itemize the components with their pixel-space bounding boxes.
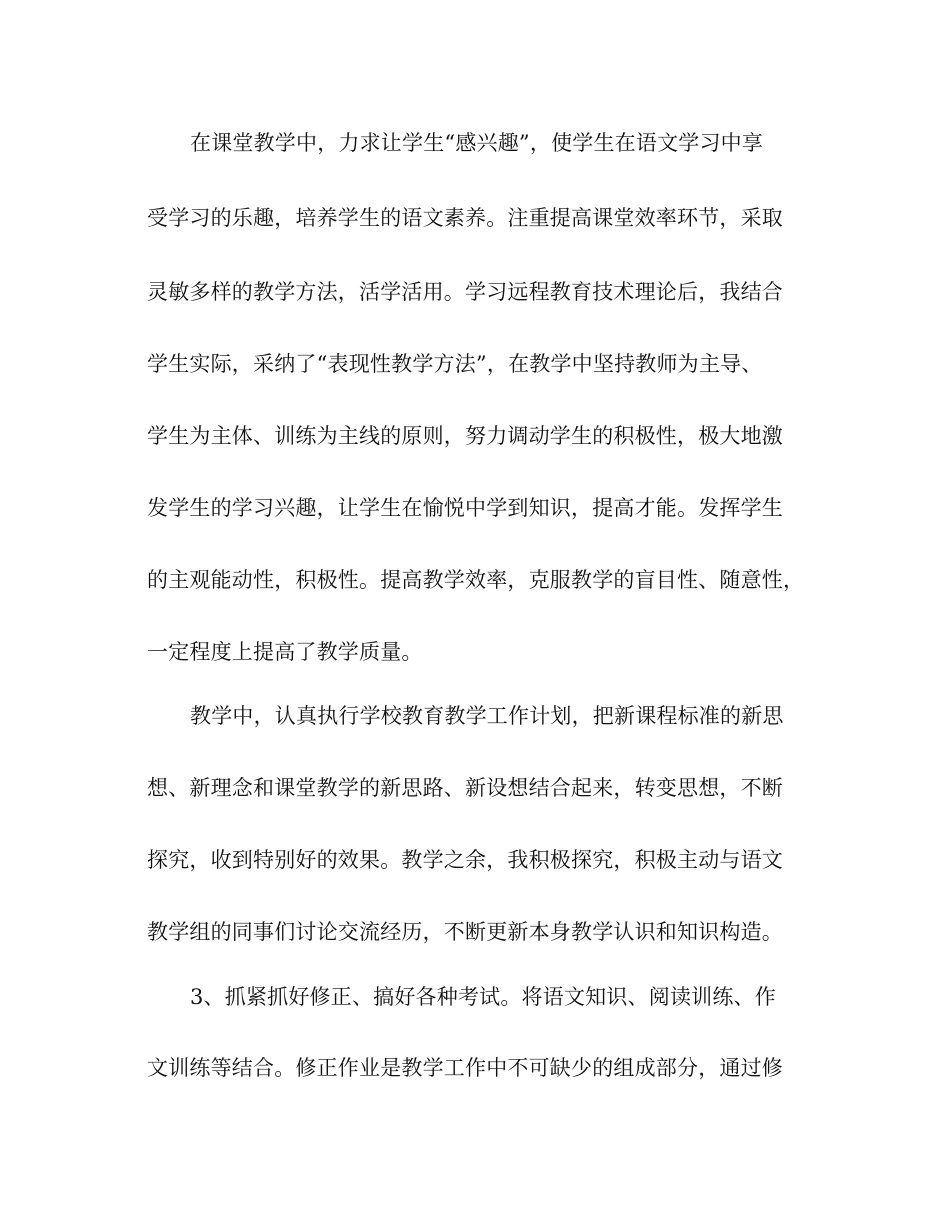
paragraph-2-line-2: 想、新理念和课堂教学的新思路、新设想结合起来，转变思想，不断 [147, 776, 783, 800]
paragraph-1-line-4: 学生实际，采纳了“表现性教学方法”，在教学中坚持教师为主导、 [147, 352, 763, 376]
paragraph-1-line-5: 学生为主体、训练为主线的原则，努力调动学生的积极性，极大地激 [147, 424, 783, 448]
paragraph-2-line-3: 探究，收到特别好的效果。教学之余，我积极探究，积极主动与语文 [147, 848, 783, 872]
paragraph-1-line-7: 的主观能动性，积极性。提高教学效率，克服教学的盲目性、随意性， [147, 568, 805, 592]
paragraph-3-line-1: 3、抓紧抓好修正、搞好各种考试。将语文知识、阅读训练、作 [190, 985, 776, 1009]
paragraph-1-line-3: 灵敏多样的教学方法，活学活用。学习远程教育技术理论后，我结合 [147, 280, 783, 304]
paragraph-3-line-2: 文训练等结合。修正作业是教学工作中不可缺少的组成部分，通过修 [147, 1056, 783, 1080]
paragraph-1-line-8: 一定程度上提高了教学质量。 [147, 640, 423, 664]
paragraph-1-line-6: 发学生的学习兴趣，让学生在愉悦中学到知识，提高才能。发挥学生 [147, 496, 783, 520]
paragraph-1-line-2: 受学习的乐趣，培养学生的语文素养。注重提高课堂效率环节，采取 [147, 206, 783, 230]
paragraph-2-line-1: 教学中，认真执行学校教育教学工作计划，把新课程标准的新思 [190, 704, 784, 728]
paragraph-1-line-1: 在课堂教学中，力求让学生“感兴趣”，使学生在语文学习中享 [190, 131, 764, 155]
paragraph-2-line-4: 教学组的同事们讨论交流经历，不断更新本身教学认识和知识构造。 [147, 920, 783, 944]
